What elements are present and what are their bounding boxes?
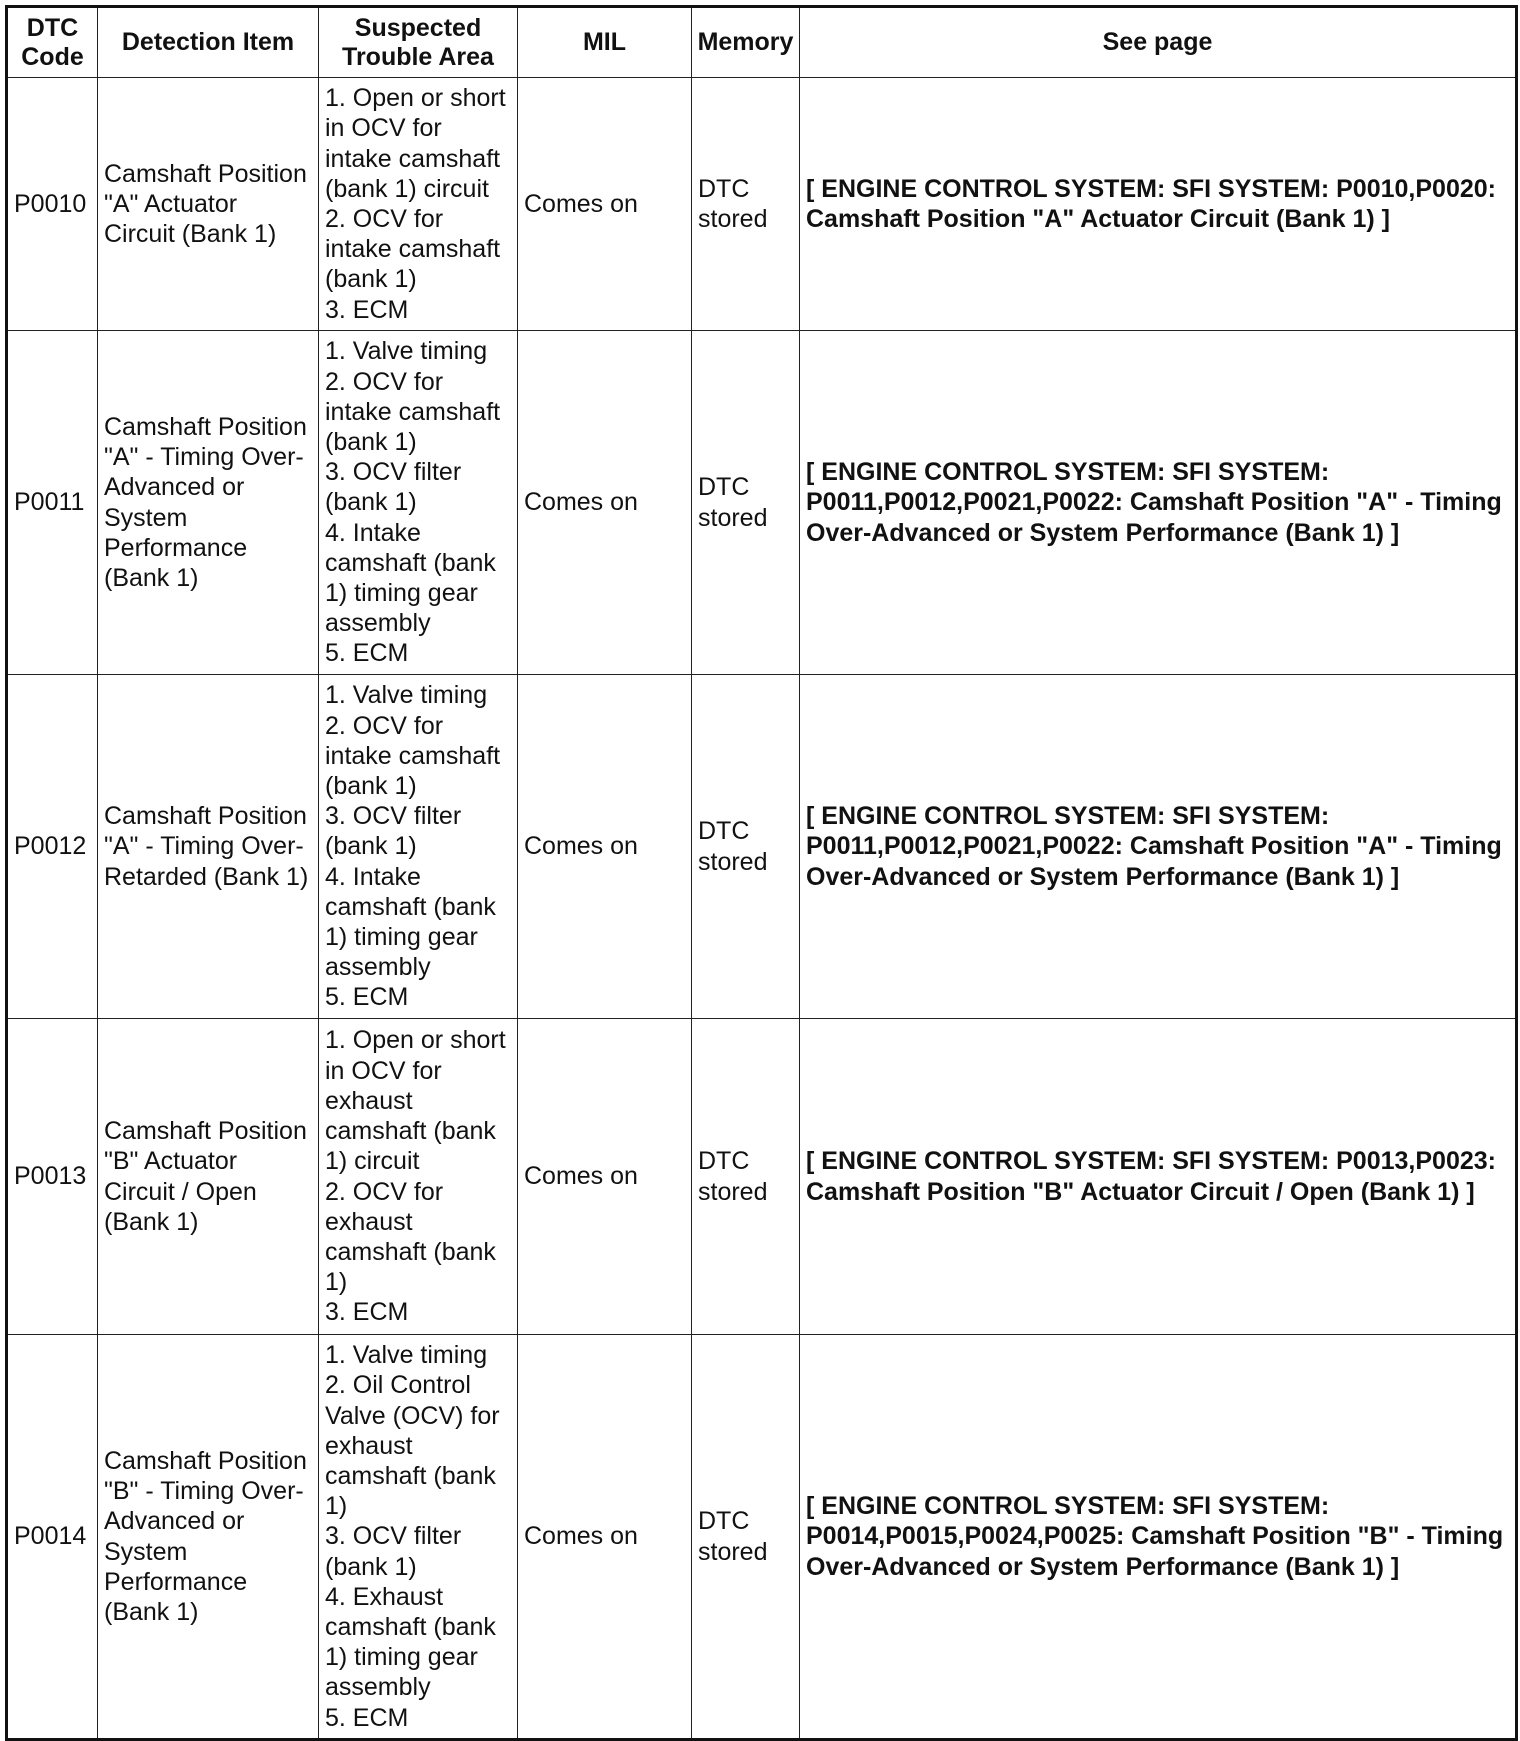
see-page-link[interactable]: [ ENGINE CONTROL SYSTEM: SFI SYSTEM: P0011,P0012,P0021,P0022: Camshaft Position "A" - Timing Over-Advanced or System Performance (Bank 1) ] — [800, 675, 1517, 1019]
detection-item-cell: Camshaft Position "B" - Timing Over-Advanced or System Performance (Bank 1) — [98, 1335, 319, 1740]
see-page-link[interactable]: [ ENGINE CONTROL SYSTEM: SFI SYSTEM: P0014,P0015,P0024,P0025: Camshaft Position "B" - Timing Over-Advanced or System Performance (Bank 1) ] — [800, 1335, 1517, 1740]
see-page-link[interactable]: [ ENGINE CONTROL SYSTEM: SFI SYSTEM: P0013,P0023: Camshaft Position "B" Actuator Circuit / Open (Bank 1) ] — [800, 1019, 1517, 1335]
dtc-code-cell: P0013 — [7, 1019, 98, 1335]
header-memory: Memory — [692, 7, 800, 78]
header-mil: MIL — [518, 7, 692, 78]
header-dtc-code: DTC Code — [7, 7, 98, 78]
memory-cell: DTC stored — [692, 1335, 800, 1740]
mil-cell: Comes on — [518, 1335, 692, 1740]
mil-cell: Comes on — [518, 78, 692, 331]
header-suspected-trouble-area: Suspected Trouble Area — [319, 7, 518, 78]
detection-item-cell: Camshaft Position "B" Actuator Circuit / Open (Bank 1) — [98, 1019, 319, 1335]
dtc-code-cell: P0010 — [7, 78, 98, 331]
trouble-area-cell: 1. Open or short in OCV for exhaust camshaft (bank 1) circuit 2. OCV for exhaust camshaft (bank 1) 3. ECM — [319, 1019, 518, 1335]
trouble-area-cell: 1. Valve timing 2. OCV for intake camshaft (bank 1) 3. OCV filter (bank 1) 4. Intake camshaft (bank 1) timing gear assembly 5. ECM — [319, 675, 518, 1019]
memory-cell: DTC stored — [692, 675, 800, 1019]
dtc-code-cell: P0011 — [7, 331, 98, 675]
table-row — [7, 331, 1517, 675]
see-page-link[interactable]: [ ENGINE CONTROL SYSTEM: SFI SYSTEM: P0011,P0012,P0021,P0022: Camshaft Position "A" - Timing Over-Advanced or System Performance (Bank 1) ] — [800, 331, 1517, 675]
trouble-area-cell: 1. Open or short in OCV for intake camshaft (bank 1) circuit 2. OCV for intake camshaft (bank 1) 3. ECM — [319, 78, 518, 331]
memory-cell: DTC stored — [692, 78, 800, 331]
table-row — [7, 675, 1517, 1019]
detection-item-cell: Camshaft Position "A" - Timing Over-Retarded (Bank 1) — [98, 675, 319, 1019]
mil-cell: Comes on — [518, 331, 692, 675]
memory-cell: DTC stored — [692, 331, 800, 675]
header-see-page: See page — [800, 7, 1517, 78]
table-header — [7, 7, 1517, 78]
dtc-code-cell: P0014 — [7, 1335, 98, 1740]
table-row — [7, 78, 1517, 331]
page — [5, 5, 1515, 1741]
header-detection-item: Detection Item — [98, 7, 319, 78]
trouble-area-cell: 1. Valve timing 2. Oil Control Valve (OCV) for exhaust camshaft (bank 1) 3. OCV filter (bank 1) 4. Exhaust camshaft (bank 1) timing gear assembly 5. ECM — [319, 1335, 518, 1740]
memory-cell: DTC stored — [692, 1019, 800, 1335]
detection-item-cell: Camshaft Position "A" - Timing Over-Advanced or System Performance (Bank 1) — [98, 331, 319, 675]
trouble-area-cell: 1. Valve timing 2. OCV for intake camshaft (bank 1) 3. OCV filter (bank 1) 4. Intake camshaft (bank 1) timing gear assembly 5. ECM — [319, 331, 518, 675]
table-row — [7, 1335, 1517, 1740]
mil-cell: Comes on — [518, 675, 692, 1019]
dtc-code-cell: P0012 — [7, 675, 98, 1019]
header-row — [7, 7, 1517, 78]
see-page-link[interactable]: [ ENGINE CONTROL SYSTEM: SFI SYSTEM: P0010,P0020: Camshaft Position "A" Actuator Circuit (Bank 1) ] — [800, 78, 1517, 331]
mil-cell: Comes on — [518, 1019, 692, 1335]
table-body — [7, 78, 1517, 1740]
table-row — [7, 1019, 1517, 1335]
dtc-table — [5, 5, 1518, 1741]
detection-item-cell: Camshaft Position "A" Actuator Circuit (Bank 1) — [98, 78, 319, 331]
